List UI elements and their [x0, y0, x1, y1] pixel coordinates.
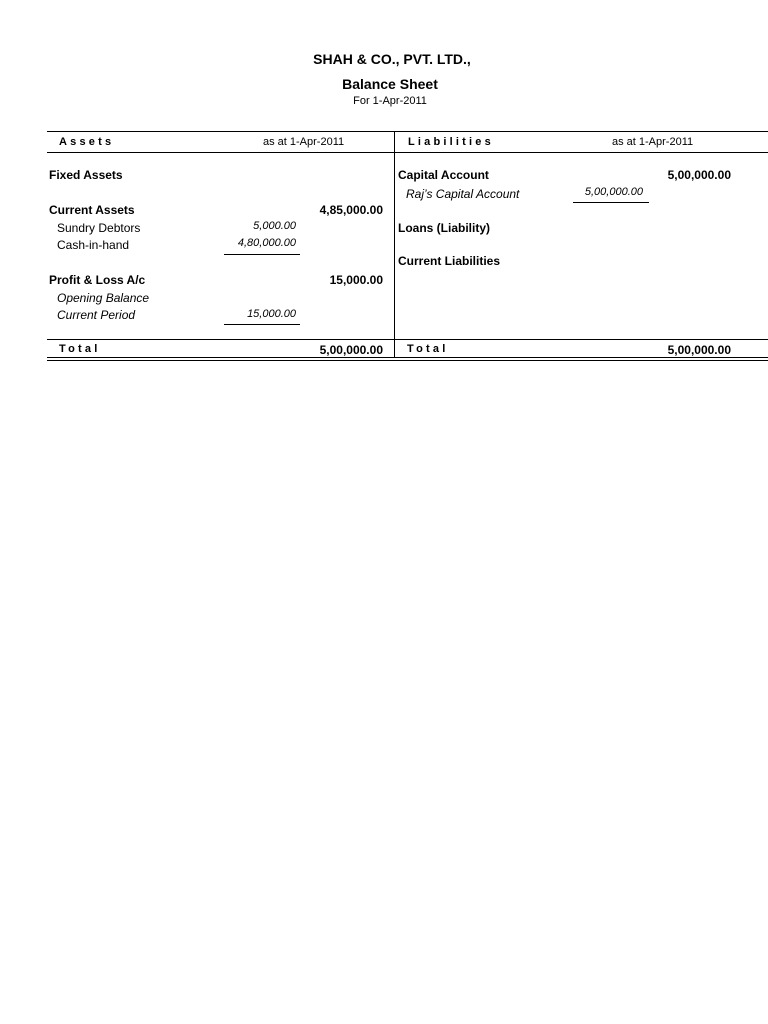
profit-loss-subtotal-rule	[224, 324, 300, 325]
profit-loss-total: 15,000.00	[329, 273, 383, 287]
cash-in-hand-amount: 4,80,000.00	[237, 237, 296, 249]
total-bottom-rule-1	[47, 357, 768, 358]
cash-in-hand-label: Cash-in-hand	[57, 238, 130, 252]
liabilities-column-header: Liabilities	[408, 136, 494, 148]
capital-account-total: 5,00,000.00	[667, 168, 731, 182]
fixed-assets-label: Fixed Assets	[49, 168, 123, 182]
table-top-rule	[47, 131, 768, 132]
current-period-amount: 15,000.00	[247, 308, 296, 320]
header-bottom-rule	[47, 152, 768, 153]
raj-capital-account-amount: 5,00,000.00	[584, 186, 643, 198]
total-top-rule	[47, 339, 768, 340]
raj-capital-account-label: Raj’s Capital Account	[406, 187, 520, 201]
assets-column-header: Assets	[59, 136, 115, 148]
assets-total-amount: 5,00,000.00	[319, 343, 383, 357]
liabilities-total-label: Total	[407, 343, 449, 355]
report-title: Balance Sheet	[342, 76, 438, 92]
profit-loss-label: Profit & Loss A/c	[49, 273, 146, 287]
current-assets-label: Current Assets	[49, 203, 135, 217]
sundry-debtors-label: Sundry Debtors	[57, 221, 141, 235]
current-assets-total: 4,85,000.00	[319, 203, 383, 217]
capital-account-label: Capital Account	[398, 168, 489, 182]
total-bottom-rule-2	[47, 360, 768, 361]
liabilities-date-header: as at 1-Apr-2011	[612, 136, 694, 148]
assets-total-label: Total	[59, 343, 101, 355]
current-period-label: Current Period	[57, 308, 136, 322]
opening-balance-label: Opening Balance	[57, 291, 150, 305]
assets-date-header: as at 1-Apr-2011	[263, 136, 345, 148]
capital-subtotal-rule	[573, 202, 649, 203]
liabilities-total-amount: 5,00,000.00	[667, 343, 731, 357]
current-assets-subtotal-rule	[224, 254, 300, 255]
company-name: SHAH & CO., PVT. LTD.,	[313, 51, 471, 67]
report-period: For 1-Apr-2011	[353, 95, 427, 107]
column-divider	[394, 131, 395, 358]
current-liabilities-label: Current Liabilities	[398, 254, 501, 268]
loans-liability-label: Loans (Liability)	[398, 221, 491, 235]
sundry-debtors-amount: 5,000.00	[253, 220, 296, 232]
